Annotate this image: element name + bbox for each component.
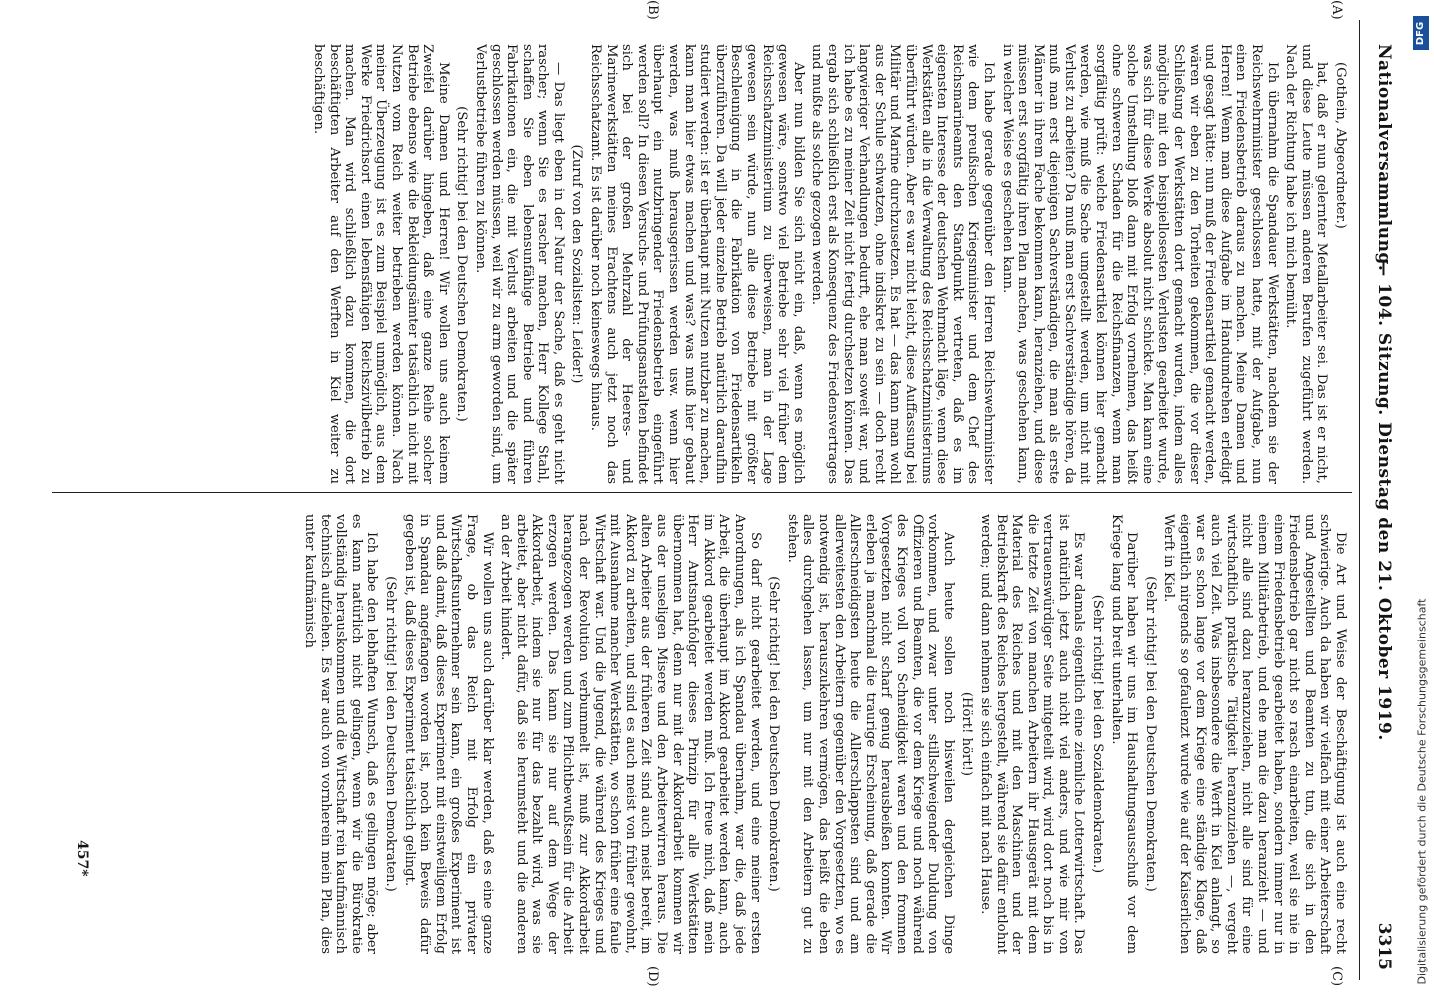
dfg-watermark <box>1412 8 1430 998</box>
paragraph: Ich habe gerade gegenüber den Herren Reichswehrminister wie dem preußischen Kriegsminister und dem Chef des Reichsmarineamts den Standpunkt vertreten, daß es im eigensten Interesse der deutschen Wehrmacht läge, wenn diese Werkstätten alle in die Verwaltung des Reichsschatzministeriums überführt würden. Aber es war nicht leicht, diese Auffassung bei Militär und Marine durchzusetzen. Es hat — das kann man wohl aus der Schule schwatzen, ohne indiskret zu sein — doch recht langwieriger Verhandlungen bedurft, ehe man soweit war, und ich habe es zu meiner Zeit nicht fertig durchsetzen können. Das ergab sich schließlich erst als Konsequenz des Friedensvertrages und mußte als solche gezogen werden. <box>809 44 996 484</box>
right-column <box>58 514 1348 954</box>
paragraph: Ich habe den lebhaften Wunsch, daß es gelingen möge; aber es kann natürlich nicht gelingen, wenn wir die Bürokratie vollständig herauskommen und die Wirtschaft rein kaufmännisch technisch aufziehen. Es war auch von vornherein mein Plan, dies unter kaufmännisch <box>302 514 380 954</box>
paragraph: (Zuruf von den Sozialisten: Leider!) <box>569 144 585 384</box>
dfg-logo-text: DFG <box>1415 21 1427 46</box>
paragraph: (Sehr richtig! bei den Sozialdemokraten.) <box>1090 594 1106 874</box>
paragraph: Auch heute sollen noch bisweilen dergleichen Dinge vorkommen, und zwar unter stillschweigender Duldung von Offizieren und Beamten, die vor dem Kriege und noch während des Krieges voll von Schneidigkeit waren und den frommen Vorgesetzten nicht scharf genug herausbeißen konnten. Wir erleben ja manchmal die traurige Erscheinung, daß gerade die Allerschneidigsten heute die Allerschlappsten sind und am allerweitesten den Arbeitern gegenüber den Vorgesetzten, wo es notwendig ist, herauszukehren vermögen, das heißt die eben alles durchgehen lassen, um nur mit den Arbeitern gut zu stehen. <box>784 514 956 954</box>
paragraph: Es war damals eigentlich eine ziemliche Lotterwirtschaft. Das ist natürlich jetzt auch nicht viel anders, und wie mir von vertrauenswürdiger Seite mitgeteilt wird, wird dort noch bis in die letzte Zeit von manchen Arbeitern ihr Hausgerät mit dem Material des Reiches und mit den Maschinen und der Betriebskraft des Reiches hergestellt, während sie dafür entlohnt werden; und dann nehmen sie sich einfach mit nach Hause. <box>977 514 1087 954</box>
paragraph: (Sehr richtig! bei den Deutschen Demokraten.) <box>1142 576 1158 892</box>
paragraph: Ich übernahm die Spandauer Werkstätten, nachdem sie der Reichswehrminister geschlossen hatte, mit der Aufgabe, nun einen Friedensbetrieb daraus zu machen. Meine Damen und Herren! Wenn man diese Aufgabe im Handumdrehen erledigt und gesagt hätte: nun muß der Friedensartikel gemacht werden, wären wir eben zu den Torheiten gekommen, die vor dieser Schließung der Werkstätten dort gemacht wurden, indem alles mögliche mit den beispiellosesten Verlusten gearbeitet wurde, was sich für diese Werke absolut nicht schickte. Man kann eine solche Umstellung bloß dann mit Erfolg vornehmen, das heißt ohne schweren Schaden für die Reichsfinanzen, wenn man sorgfältig prüft: welche Friedensartikel können hier gemacht werden, wie muß die Sache umgestellt werden, um nicht mit Verlust zu arbeiten? Da muß man erst Sachverständige hören, da muß man erst diejenigen Sachverständigen, die man als erste Männer in ihrem Fache bekommen kann, heranziehen, und diese müssen erst sorgfältig ihren Plan machen, was geschehen kann, in welcher Weise es geschehen kann. <box>999 44 1280 484</box>
header-left: Nationalversammlung. <box>1374 44 1394 272</box>
paragraph: Darüber haben wir uns im Haushaltungsausschuß vor dem Kriege lang und breit unterhalten. <box>1108 514 1140 954</box>
paragraph: — Das liegt eben in der Natur der Sache, daß es geht nicht rascher; wenn Sie es rascher machen, Herr Kollege Stahl, schaffen Sie eben lebensunfähige Betriebe und führen Fabrikationen ein, die mit Verlust arbeiten und die später geschlossen werden müssen, weil wir zu arm geworden sind, um Verlustbetriebe führen zu können. <box>472 44 566 484</box>
footer-number: 457* <box>74 840 90 877</box>
page-header <box>1359 20 1400 980</box>
paragraph: (Sehr richtig! bei den Deutschen Demokraten.) <box>454 106 470 422</box>
header-center: — 104. Sitzung. Dienstag den 21. Oktober 1919. <box>1374 259 1394 741</box>
margin-marker-b: (B) <box>645 0 660 20</box>
paragraph: Meine Damen und Herren! Wir wollen uns auch keinem Zweifel darüber hingeben, daß eine ganze Reihe solcher Betriebe ebenso wie die Bekleidungsämter tatsächlich nicht mit Nutzen vom Reich weiter betrieben werden können. Nach meiner Überzeugung ist es zum Beispiel unmöglich, aus dem Werke Friedrichsort einen lebensfähigen Reichszivilbetrieb zu machen. Man wird schließlich dazu kommen, die dort beschäftigten Arbeiter auf den Werften in Kiel weiter zu beschäftigen. <box>311 44 451 484</box>
margin-marker-d: (D) <box>645 966 660 987</box>
column-divider <box>52 492 1352 493</box>
page-number: 3315 <box>1374 922 1394 970</box>
margin-marker-a: (A) <box>1329 0 1344 20</box>
paragraph: Aber nun bilden Sie sich nicht ein, daß, wenn es möglich gewesen wäre, sonstwo viel Betriebe sehr viel früher dem Reichsschatzministerium zu überweisen, man in der Lage gewesen sein würde, nun alle diese Betriebe mit größter Beschleunigung in die Fabrikation von Friedensartikeln überzuführen. Da will jeder einzelne Betrieb natürlich daraufhin studiert werden: ist er überhaupt mit Nutzen nutzbar zu machen, kann man hier etwas machen und was? was muß hier gebaut werden, was muß herausgerissen werden usw. wenn hier überhaupt ein nutzbringender Friedensbetrieb eingeführt werden soll? In diesen Versuchs- und Prüfungsanstalten befindet sich bei der großen Mehrzahl der Heeres- und Marinewerkstätten meines Erachtens auch jetzt noch das Reichsschatzamt. Es ist darüber noch keineswegs hinaus. <box>588 44 806 484</box>
paragraph: (Sehr richtig! bei den Deutschen Demokraten.) <box>766 576 782 892</box>
watermark-text: Digitalisierung gefördert durch die Deutsche Forschungsgemeinschaft <box>1415 598 1429 985</box>
left-column <box>58 44 1348 484</box>
paragraph: (Gothein, Abgeordneter.) <box>1333 62 1348 229</box>
paragraph: (Hört! hört!) <box>959 691 975 777</box>
document-page <box>40 0 1400 987</box>
paragraph: So darf nicht gearbeitet werden, und eine meiner ersten Anordnungen, als ich Spandau übernahm, war die, daß jede Arbeit, die überhaupt im Akkord gearbeitet werden kann, auch im Akkord gearbeitet werden muß. Ich freue mich, daß mein Herr Amtsnachfolger dieses Prinzip für alle Werkstätten übernommen hat, denn nur mit der Akkordarbeit kommen wir aus der unseligen Misere und den Arbeiterwirren heraus. Die alten Arbeiter aus der früheren Zeit sind auch meist bereit, im Akkord zu arbeiten, und sind es auch meist von früher gewohnt, mit Ausnahme mancher Werkstätten, wo schon früher eine faule Wirtschaft war. Und die Jugend, die während des Krieges und nach der Revolution verbummelt ist, muß zur Akkordarbeit herangezogen werden und zum Pflichtbewußtsein für die Arbeit erzogen werden. Das kann sie nur auf dem Wege der Akkordarbeit, indem sie nur für das bezahlt wird, was sie arbeitet, aber nicht dafür, daß sie herumsteht und die anderen an der Arbeit hindert. <box>498 514 763 954</box>
paragraph: hat, daß er nun gelernter Metallarbeiter sei. Das ist er nicht, und diese Leute müssen anderen Berufen zugeführt werden. Nach der Richtung habe ich mich bemüht. <box>1283 44 1330 484</box>
paragraph: Die Art und Weise der Beschäftigung ist auch eine recht schwierige. Auch da haben wir vielfach mit einer Arbeiterschaft und Angestellten und Beamten zu tun, die sich in den Friedensbetrieb gar nicht so rasch einarbeiten, weil sie nie in einem Friedensbetrieb gearbeitet haben, sondern immer nur in einem Militärbetrieb, und ehe man die dazu heranzieht — und nicht alle sind dazu heranzuziehen, nicht alle sind für eine wirtschaftlich praktische Tätigkeit heranzuziehen —, vergeht auch viel Zeit. Was insbesondere die Werft in Kiel anlangt, so war es schon lange vor dem Kriege eine ständige Klage, daß eigentlich nirgends so gefaulenzt wurde wie auf der Kaiserlichen Werft in Kiel. <box>1161 514 1348 954</box>
paragraph: Wir wollen uns auch darüber klar werden, daß es eine ganze Frage, ob das Reich mit Erfolg ein privater Wirtschaftsunternehmer sein kann, ein großes Experiment ist und daß damit, daß dieses Experiment mit einstweiligem Erfolg in Spandau angefangen worden ist, noch kein Beweis dafür gegeben ist, daß dieses Experiment tatsächlich gelingt. <box>401 514 495 954</box>
margin-marker-c: (C) <box>1329 966 1344 987</box>
paragraph: (Sehr richtig! bei den Deutschen Demokraten.) <box>382 576 398 892</box>
